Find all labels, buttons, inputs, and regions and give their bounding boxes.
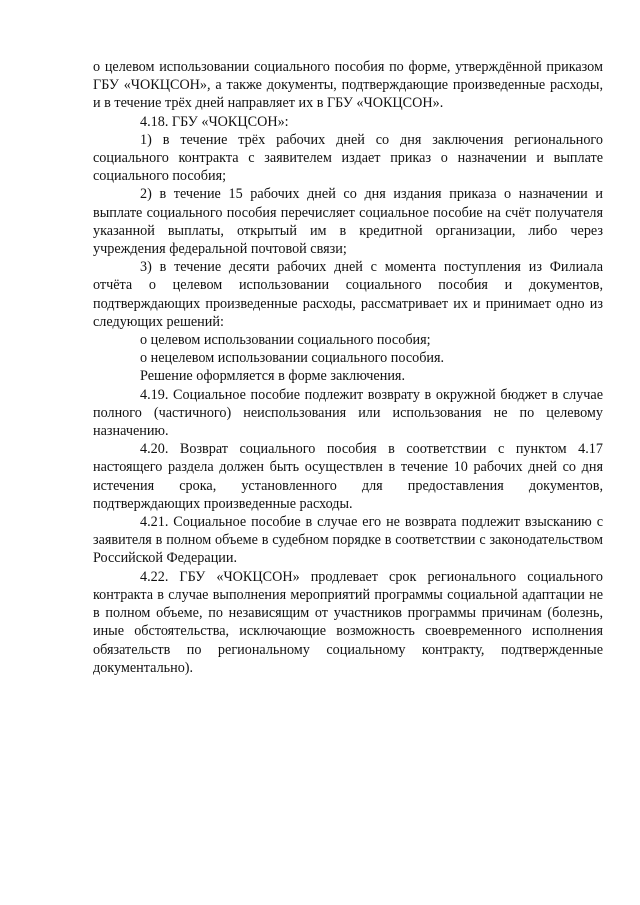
section-4-22: 4.22. ГБУ «ЧОКЦСОН» продлевает срок регионального социального контракта в случае выполнения мероприятий программы социальной адаптации не в полном объеме, по независящим от участников программы причинам (болезнь, иные обстоятельства, исключающие возможность своевременного исполнения обязательств по региональному социальному контракту, подтвержденные документально). bbox=[93, 568, 603, 676]
section-4-18-item-2: 2) в течение 15 рабочих дней со дня издания приказа о назначении и выплате социального пособия перечисляет социальное пособие на счёт получателя указанной выплаты, открытый им в кредитной организации, либо через учреждения федеральной почтовой связи; bbox=[93, 186, 603, 258]
decision-option-targeted: о целевом использовании социального пособия; bbox=[140, 332, 431, 349]
section-4-20: 4.20. Возврат социального пособия в соответствии с пунктом 4.17 настоящего раздела должен быть осуществлен в течение 10 рабочих дней со дня истечения срока, установленного для предоставления документов, подтверждающих произведенные расходы. bbox=[93, 441, 603, 512]
decision-form-note: Решение оформляется в форме заключения. bbox=[140, 368, 405, 385]
section-4-21: 4.21. Социальное пособие в случае его не возврата подлежит взысканию с заявителя в полном объеме в судебном порядке в соответствии с законодательством Российской Федерации. bbox=[93, 514, 603, 567]
section-4-18-heading: 4.18. ГБУ «ЧОКЦСОН»: bbox=[140, 113, 289, 130]
section-4-19: 4.19. Социальное пособие подлежит возврату в окружной бюджет в случае полного (частичного) неиспользования или использования не по целевому назначению. bbox=[93, 386, 603, 440]
document-body bbox=[93, 58, 603, 677]
section-4-18-item-1: 1) в течение трёх рабочих дней со дня заключения регионального социального контракта с заявителем издает приказ о назначении и выплате социального пособия; bbox=[93, 131, 603, 185]
paragraph-continuation: о целевом использовании социального пособия по форме, утверждённой приказом ГБУ «ЧОКЦСОН», а также документы, подтверждающие произведенные расходы, и в течение трёх дней направляет их в ГБУ «ЧОКЦСОН». bbox=[93, 59, 603, 112]
decision-option-untargeted: о нецелевом использовании социального пособия. bbox=[140, 350, 445, 367]
section-4-18-item-3: 3) в течение десяти рабочих дней с момента поступления из Филиала отчёта о целевом использовании социального пособия и документов, подтверждающих произведенные расходы, рассматривает их и принимает одно из следующих решений: bbox=[93, 259, 603, 330]
